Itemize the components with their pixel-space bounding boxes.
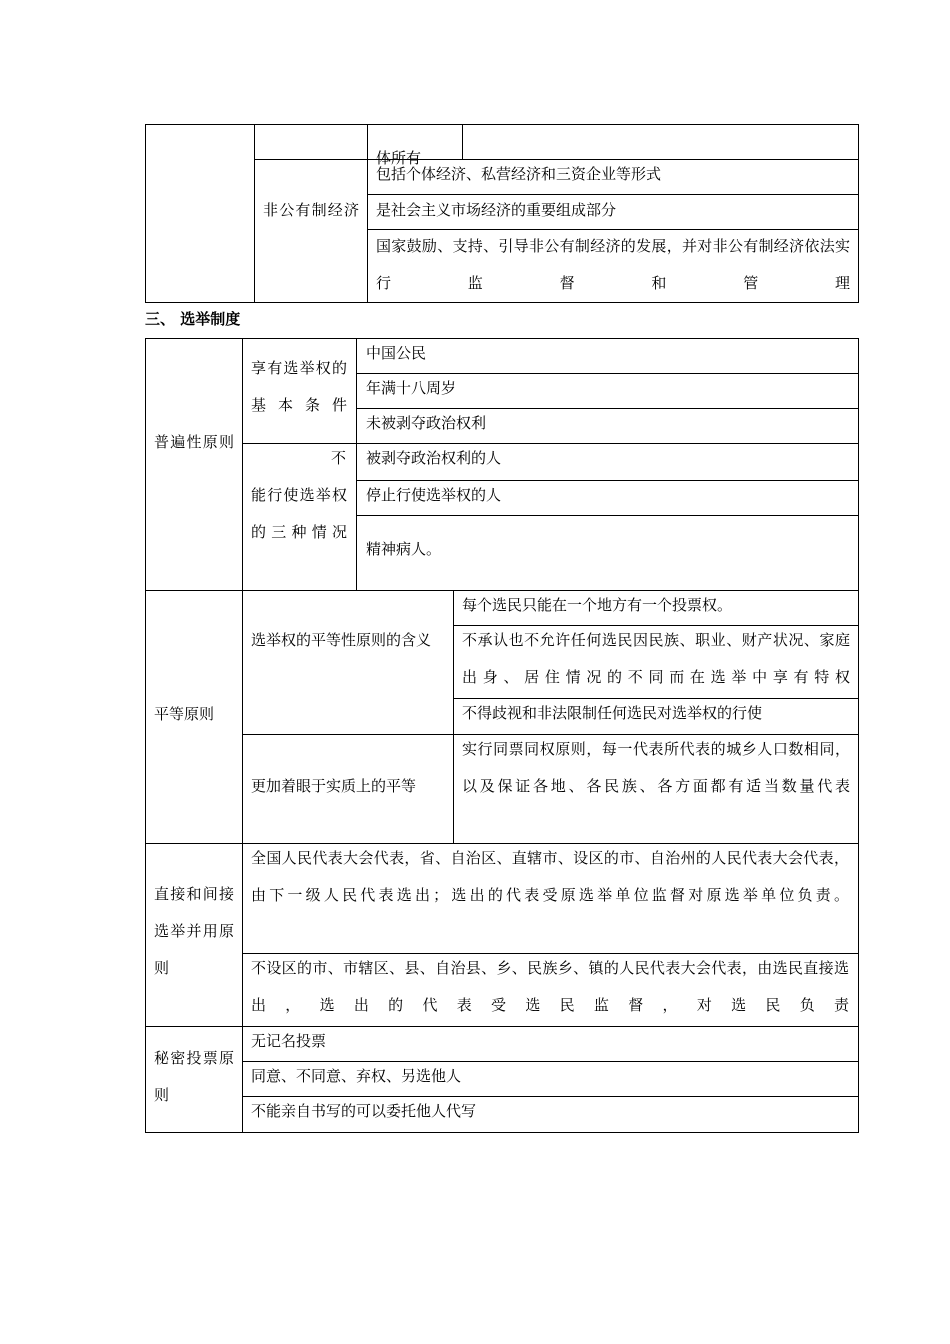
cell-direct-indirect: 不设区的市、市辖区、县、自治县、乡、民族乡、镇的人民代表大会代表，由选民直接选出，选出的代表受选民监督，对选民负责 bbox=[251, 959, 849, 1014]
table-border bbox=[145, 338, 146, 1133]
table-border bbox=[145, 124, 146, 303]
label-equality-principle: 平等原则 bbox=[154, 705, 215, 723]
table-border bbox=[145, 302, 859, 303]
table-border bbox=[145, 1132, 859, 1133]
table-border bbox=[858, 124, 859, 303]
cell-equality-meaning: 不得歧视和非法限制任何选民对选举权的行使 bbox=[462, 704, 763, 722]
table-border bbox=[453, 590, 454, 844]
cell-basic-condition: 中国公民 bbox=[366, 344, 427, 362]
label-direct-indirect-principle: 直接和间接选举并用原则 bbox=[154, 885, 234, 977]
table-border bbox=[145, 338, 859, 339]
cell-economy-row: 是社会主义市场经济的重要组成部分 bbox=[376, 201, 617, 219]
cell-economy-row: 国家鼓励、支持、引导非公有制经济的发展，并对非公有制经济依法实行监督和管理 bbox=[376, 237, 850, 292]
cell-cannot-vote: 精神病人。 bbox=[366, 540, 442, 558]
cell-non-public-economy: 非公有制经济 bbox=[263, 201, 359, 219]
cell-basic-condition: 年满十八周岁 bbox=[366, 379, 457, 397]
table-border bbox=[367, 124, 368, 303]
cell-secret-ballot: 不能亲自书写的可以委托他人代写 bbox=[251, 1102, 477, 1120]
table-border bbox=[254, 124, 255, 303]
cell-cannot-vote: 被剥夺政治权利的人 bbox=[366, 449, 502, 467]
cell-direct-indirect: 全国人民代表大会代表，省、自治区、直辖市、设区的市、自治州的人民代表大会代表，由下一级人民代表选出；选出的代表受原选举单位监督对原选举单位负责。 bbox=[251, 849, 849, 904]
table-border bbox=[356, 338, 357, 591]
label-cannot-vote-cases: 不能行使选举权的三种情况 bbox=[251, 449, 347, 541]
table-border bbox=[356, 515, 859, 516]
table-border bbox=[145, 124, 859, 125]
section-heading: 三、 选举制度 bbox=[145, 310, 241, 328]
label-equality-meaning: 选举权的平等性原则的含义 bbox=[251, 631, 432, 649]
cell-economy-row: 包括个体经济、私营经济和三资企业等形式 bbox=[376, 165, 662, 183]
cell-collective-ownership: 体所有 bbox=[376, 149, 422, 167]
label-substantive-equality: 更加着眼于实质上的平等 bbox=[251, 777, 417, 795]
table-border bbox=[858, 338, 859, 1133]
label-secret-ballot-principle: 秘密投票原则 bbox=[154, 1049, 234, 1104]
table-border bbox=[242, 338, 243, 1133]
label-universal-principle: 普遍性原则 bbox=[154, 433, 234, 451]
table-border bbox=[462, 124, 463, 160]
cell-equality-meaning: 不承认也不允许任何选民因民族、职业、财产状况、家庭出身、居住情况的不同而在选举中享有特权 bbox=[462, 631, 850, 686]
cell-basic-condition: 未被剥夺政治权利 bbox=[366, 414, 487, 432]
cell-substantive-equality: 实行同票同权原则，每一代表所代表的城乡人口数相同，以及保证各地、各民族、各方面都有适当数量代表 bbox=[462, 740, 850, 795]
label-basic-conditions: 享有选举权的基本条件 bbox=[251, 359, 347, 414]
cell-secret-ballot: 同意、不同意、弃权、另选他人 bbox=[251, 1067, 462, 1085]
cell-secret-ballot: 无记名投票 bbox=[251, 1032, 327, 1050]
cell-equality-meaning: 每个选民只能在一个地方有一个投票权。 bbox=[462, 596, 733, 614]
cell-cannot-vote: 停止行使选举权的人 bbox=[366, 486, 502, 504]
